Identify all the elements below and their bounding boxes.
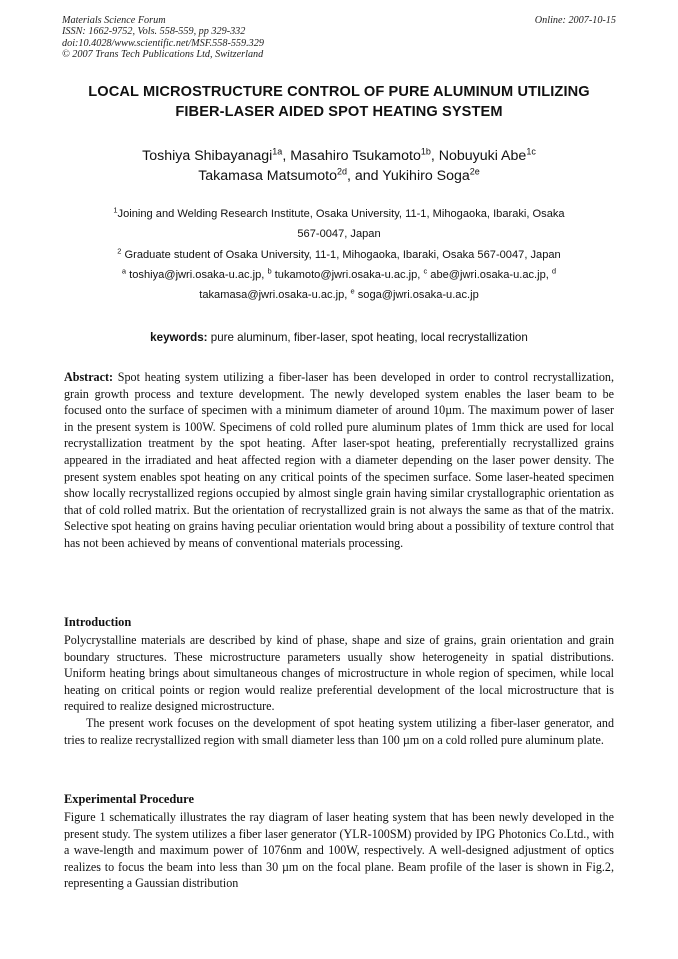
journal-copyright: © 2007 Trans Tech Publications Ltd, Switzerland <box>62 49 264 61</box>
affiliation-2: $^2$ Graduate student of Osaka University, 11-1, Mihogaoka, Ibaraki, Osaka 567-0047, Japan <box>117 246 561 261</box>
introduction-paragraph-2: The present work focuses on the development of spot heating system utilizing a fiber-laser generator, and tries to realize recrystallized region with small diameter less than 100 µm on a cold rolled pure aluminum plate. <box>64 715 614 747</box>
keywords <box>40 330 638 346</box>
online-date: Online: 2007-10-15 <box>534 15 616 26</box>
author-affiliation-mark: 1a <box>272 146 283 157</box>
author-separator: , <box>282 148 291 164</box>
journal-header <box>62 15 616 61</box>
title-line-1: LOCAL MICROSTRUCTURE CONTROL OF PURE ALUMINUM UTILIZING <box>88 84 590 100</box>
author-list <box>40 146 638 186</box>
author-affiliation-mark: 2e <box>469 166 480 177</box>
email-list <box>72 265 606 305</box>
affiliation-mark: 1 <box>113 205 118 215</box>
author-affiliation-mark: 1b <box>420 146 431 157</box>
abstract-label: Abstract: <box>64 370 114 384</box>
author-name: Masahiro Tsukamoto <box>290 148 421 164</box>
email-address: takamasa@jwri.osaka-u.ac.jp, <box>199 289 351 301</box>
affiliation-mark: 2 <box>117 246 122 256</box>
author-separator: , and <box>346 168 383 184</box>
email-address: toshiya@jwri.osaka-u.ac.jp, <box>126 269 268 281</box>
author-name: Takamasa Matsumoto <box>198 168 337 184</box>
affiliation-1-line-1: $^1$Joining and Welding Research Institute, Osaka University, 11-1, Mihogaoka, Ibaraki, Osaka <box>113 205 565 220</box>
author-name: Nobuyuki Abe <box>438 148 527 164</box>
introduction-body <box>64 632 614 748</box>
affiliation-1-line-2: 567-0047, Japan <box>297 228 381 240</box>
keywords-label: keywords: <box>150 331 208 344</box>
introduction-heading: Introduction <box>64 615 132 629</box>
experimental-body <box>64 809 614 892</box>
abstract <box>64 369 614 552</box>
abstract-text: Spot heating system utilizing a fiber-laser has been developed in order to control recrystallization, grain growth process and texture development. The newly developed system enables the laser beam to be focused onto the surface of specimen with a minimum diameter of around 10µm. The maximum power of laser in the present system is 100W. Specimens of cold rolled pure aluminum plates of 1mm thick are used for local recrystallization treatment by the spot heating. After laser-spot heating, preferentially recrystallized grains appeared in the irradiated and heat affected region with a diameter depending on the laser power density. The present system enables spot heating on any critical points of the specimen surface. Some laser-heated specimen show locally recrystallized regions occupied by almost single grain having similar crystallographic orientation as that of cold rolled matrix. But the orientation of recrystallized grain is not always the same as that of the matrix. Selective spot heating on grains having peculiar orientation would bring about a possibility of texture control that has not been achieved by means of conventional materials processing. <box>64 370 614 550</box>
author-separator: , <box>430 148 439 164</box>
email-address: soga@jwri.osaka-u.ac.jp <box>354 289 479 301</box>
paper-title <box>40 82 638 122</box>
experimental-heading: Experimental Procedure <box>64 792 194 806</box>
title-line-2: FIBER-LASER AIDED SPOT HEATING SYSTEM <box>175 104 503 120</box>
author-line-1 <box>40 146 638 166</box>
email-address: tukamoto@jwri.osaka-u.ac.jp, <box>271 269 424 281</box>
email-address: abe@jwri.osaka-u.ac.jp, <box>427 269 552 281</box>
journal-issn: ISSN: 1662-9752, Vols. 558-559, pp 329-332 <box>62 26 246 38</box>
affiliation-1 <box>72 204 606 244</box>
journal-name: Materials Science Forum <box>62 15 166 26</box>
email-line-1: $^a$ toshiya@jwri.osaka-u.ac.jp, $^b$ tukamoto@jwri.osaka-u.ac.jp, $^c$ abe@jwri.osaka-u.ac.jp, $^d$ <box>121 266 557 281</box>
author-name: Toshiya Shibayanagi <box>142 148 273 164</box>
introduction-paragraph-1: Polycrystalline materials are described by kind of phase, shape and size of grains, grain orientation and grain boundary structures. These microstructure parameters usually show heterogeneity in spatial distributions. Uniform heating brings about simultaneous changes of microstructure in whole region of specimen, while local heating on critical points or region would realize preferential development of the local microstructure that is required to realize designed microstructure. <box>64 633 614 714</box>
author-line-2 <box>40 166 638 186</box>
author-affiliation-mark: 1c <box>526 146 536 157</box>
author-affiliation-mark: 2d <box>336 166 347 177</box>
keywords-text: pure aluminum, fiber-laser, spot heating, local recrystallization <box>207 331 528 344</box>
journal-doi: doi:10.4028/www.scientific.net/MSF.558-559.329 <box>62 37 264 49</box>
author-name: Yukihiro Soga <box>382 168 470 184</box>
experimental-paragraph-1: Figure 1 schematically illustrates the ray diagram of laser heating system that has been newly developed in the present study. The system utilizes a fiber laser generator (YLR-100SM) provided by IPG Photonics Co.Ltd., with a wave-length and maximum power of 1076nm and 100W, respectively. A well-designed adjustment of optics realizes to focus the beam into less than 30 µm on the focal plane. Beam profile of the laser is shown in Fig.2, representing a Gaussian distribution <box>64 810 614 891</box>
email-line-2: takamasa@jwri.osaka-u.ac.jp, $^e$ soga@jwri.osaka-u.ac.jp <box>199 286 479 301</box>
